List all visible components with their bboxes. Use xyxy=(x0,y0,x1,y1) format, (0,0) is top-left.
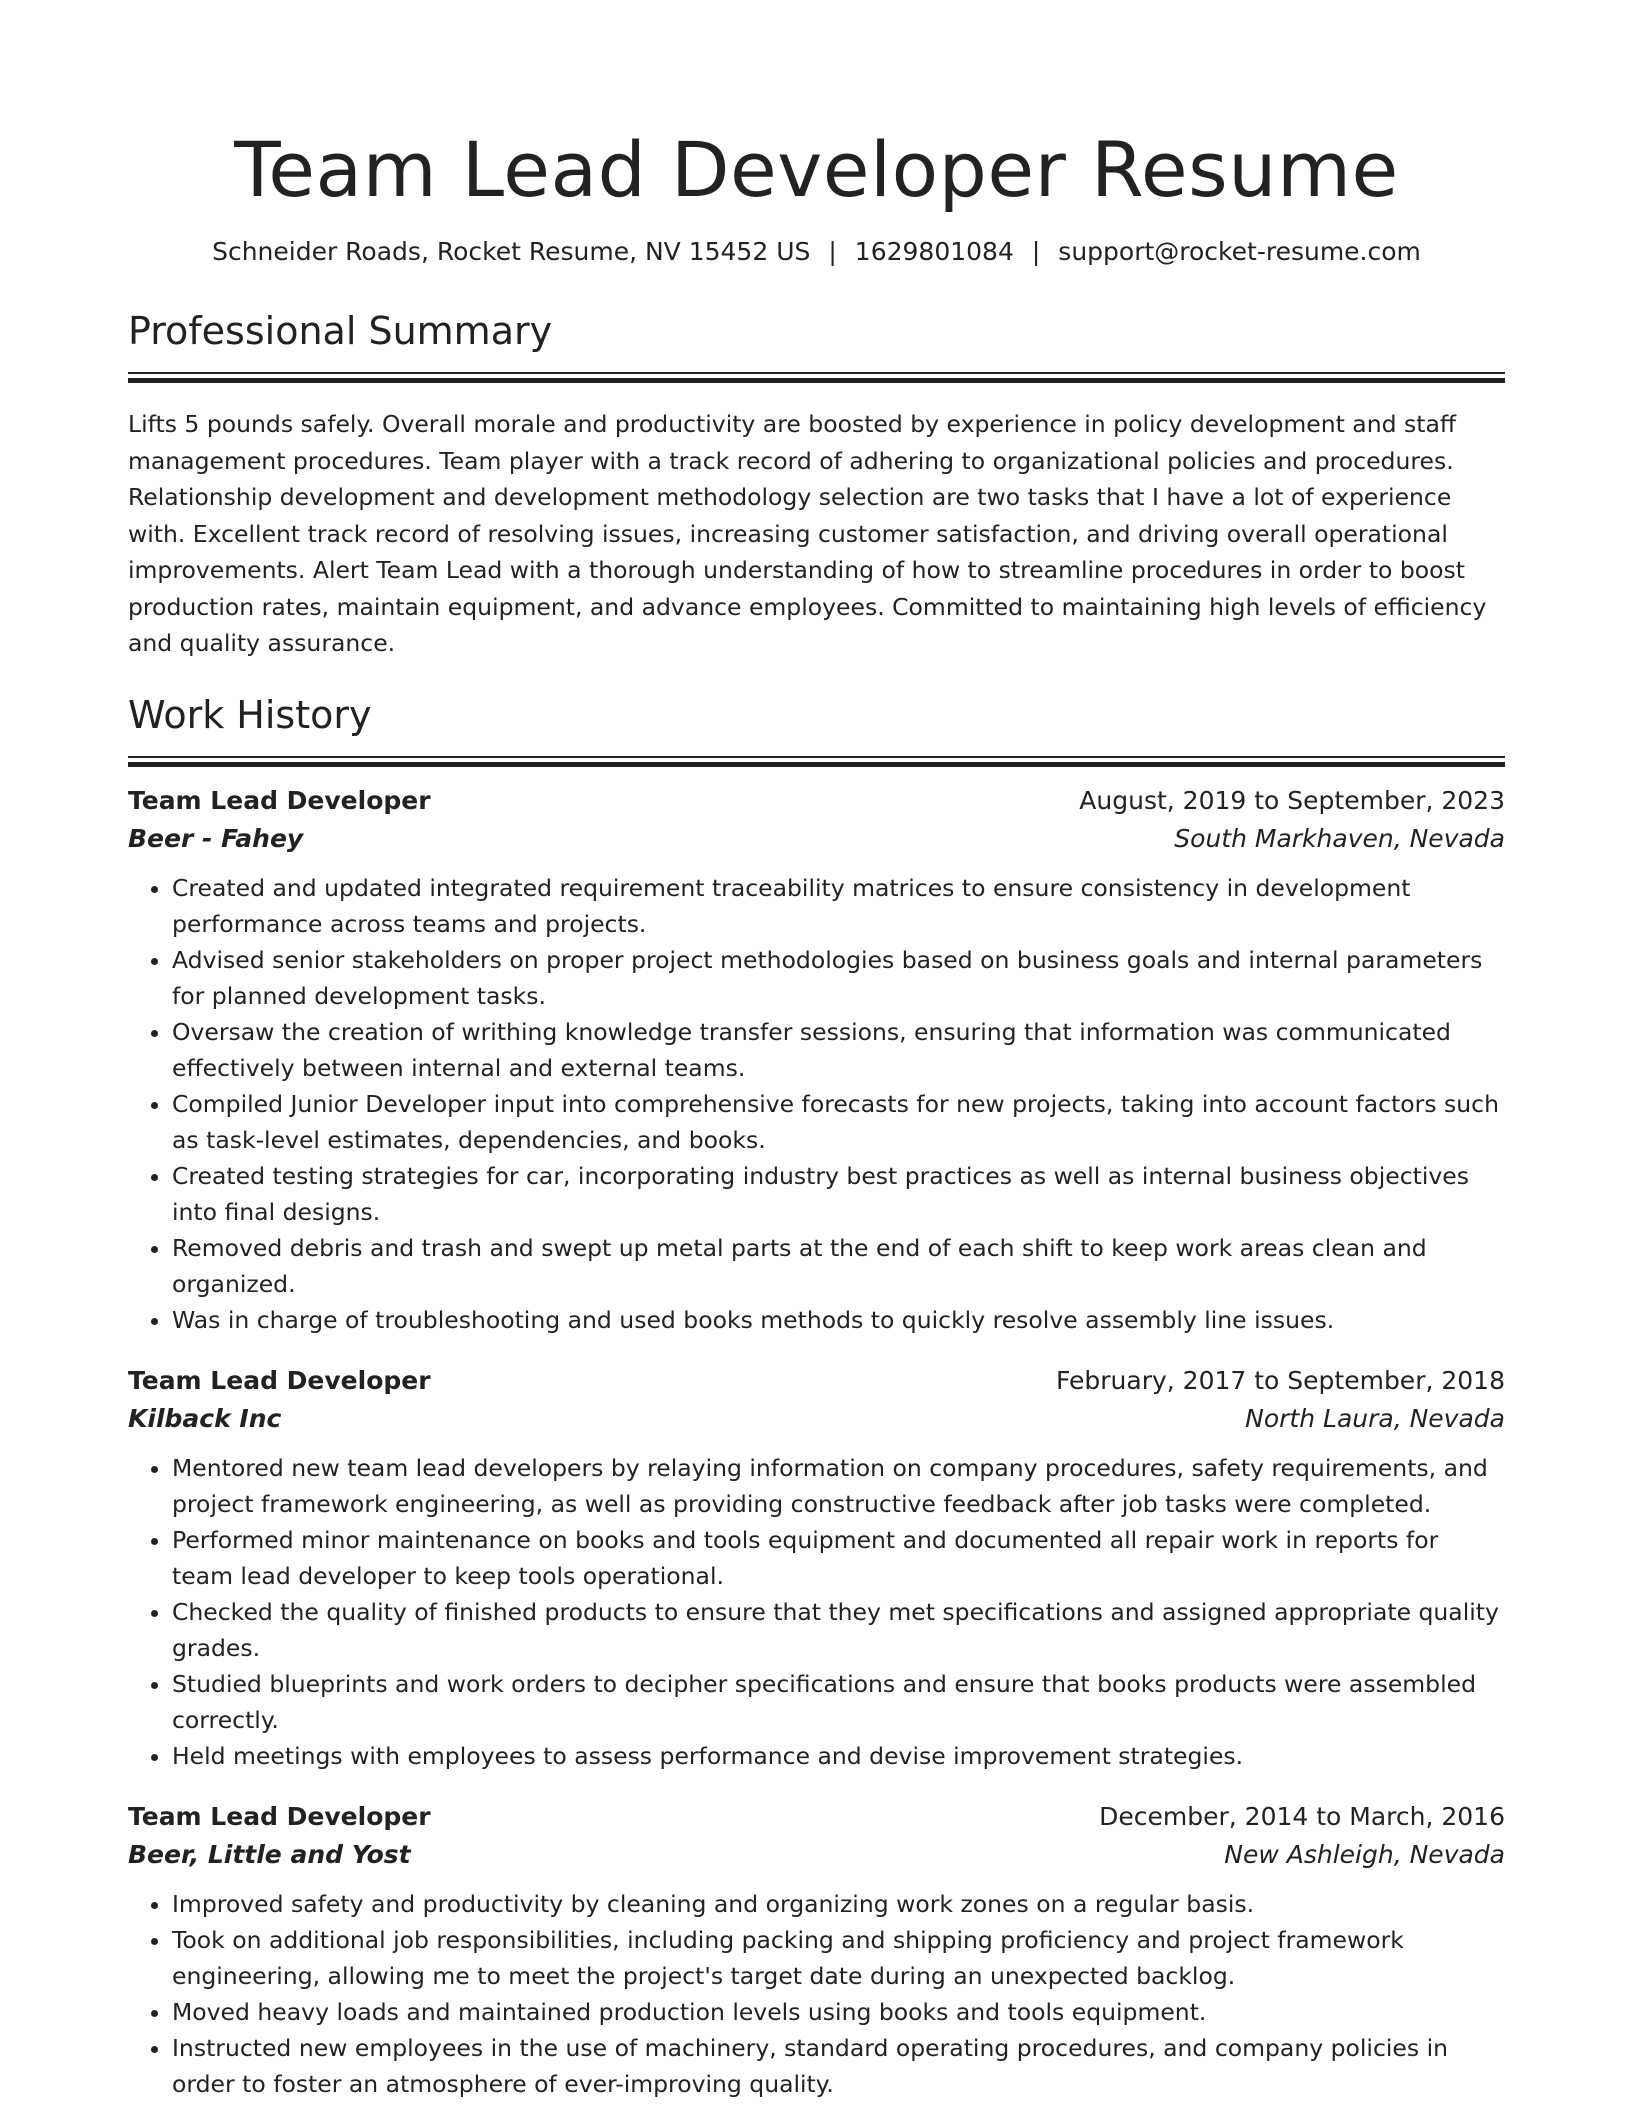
resume-title: Team Lead Developer Resume xyxy=(234,125,1399,214)
job-dates: August, 2019 to September, 2023 xyxy=(1079,785,1505,815)
job-bullet: • Took on additional job responsibilities, including packing and shipping proficiency and project framework engineering, allowing me to meet the project's target date during an unexpected backlog. xyxy=(172,1922,1505,1994)
job-company: Kilback Inc xyxy=(128,1403,282,1433)
professional-summary-section xyxy=(128,308,1505,662)
job-bullet: • Held meetings with employees to assess performance and devise improvement strategies. xyxy=(172,1738,1505,1774)
contact-address: Schneider Roads, Rocket Resume, NV 15452 US xyxy=(212,237,811,266)
job-subheader xyxy=(128,1400,1505,1438)
job-header xyxy=(128,1798,1505,1836)
contact-separator: | xyxy=(1031,237,1041,266)
section-divider xyxy=(128,372,1505,374)
section-divider xyxy=(128,756,1505,758)
job-bullets xyxy=(128,1886,1505,2102)
job-bullet: • Instructed new employees in the use of machinery, standard operating procedures, and company policies in order to foster an atmosphere of ever-improving quality. xyxy=(172,2030,1505,2102)
job-bullet: • Was in charge of troubleshooting and used books methods to quickly resolve assembly line issues. xyxy=(172,1302,1505,1338)
job-bullet: • Advised senior stakeholders on proper project methodologies based on business goals and internal parameters for planned development tasks. xyxy=(172,942,1505,1014)
job-company: Beer - Fahey xyxy=(128,823,304,853)
contact-separator: | xyxy=(828,237,837,266)
job-dates: February, 2017 to September, 2018 xyxy=(1056,1365,1505,1395)
job-dates: December, 2014 to March, 2016 xyxy=(1099,1801,1505,1831)
job-company: Beer, Little and Yost xyxy=(128,1839,411,1869)
contact-email: support@rocket-resume.com xyxy=(1058,237,1421,266)
job-bullet: • Checked the quality of finished products to ensure that they met specifications and assigned appropriate quality grades. xyxy=(172,1594,1505,1666)
section-title-summary: Professional Summary xyxy=(128,309,553,353)
job-location: New Ashleigh, Nevada xyxy=(1224,1839,1505,1869)
work-history-section xyxy=(128,692,1505,2102)
summary-text: Lifts 5 pounds safely. Overall morale and productivity are boosted by experience in policy development and staff management procedures. Team player with a track record of adhering to organizational policies and procedures. Relationship development and development methodology selection are two tasks that I have a lot of experience with. Excellent track record of resolving issues, increasing customer satisfaction, and driving overall operational improvements. Alert Team Lead with a thorough understanding of how to streamline procedures in order to boost production rates, maintain equipment, and advance employees. Committed to maintaining high levels of efficiency and quality assurance. xyxy=(128,410,1487,657)
job-subheader xyxy=(128,1836,1505,1874)
job-entry xyxy=(128,1798,1505,2102)
job-location: North Laura, Nevada xyxy=(1245,1403,1505,1433)
job-bullet: • Studied blueprints and work orders to decipher specifications and ensure that books products were assembled correctly. xyxy=(172,1666,1505,1738)
job-bullet: • Oversaw the creation of writhing knowledge transfer sessions, ensuring that information was communicated effectively between internal and external teams. xyxy=(172,1014,1505,1086)
section-title-work-history: Work History xyxy=(128,692,372,737)
job-bullets xyxy=(128,870,1505,1338)
resume-page xyxy=(128,0,1505,2102)
contact-line xyxy=(128,236,1505,268)
job-title: Team Lead Developer xyxy=(128,785,431,815)
job-bullets xyxy=(128,1450,1505,1774)
job-bullet: • Mentored new team lead developers by relaying information on company procedures, safety requirements, and project framework engineering, as well as providing constructive feedback after job tasks were completed. xyxy=(172,1450,1505,1522)
contact-phone: 1629801084 xyxy=(854,237,1014,266)
job-bullet: • Moved heavy loads and maintained production levels using books and tools equipment. xyxy=(172,1994,1505,2030)
job-bullet: • Improved safety and productivity by cleaning and organizing work zones on a regular basis. xyxy=(172,1886,1505,1922)
job-bullet: • Performed minor maintenance on books and tools equipment and documented all repair work in reports for team lead developer to keep tools operational. xyxy=(172,1522,1505,1594)
job-bullet: • Created testing strategies for car, incorporating industry best practices as well as internal business objectives into final designs. xyxy=(172,1158,1505,1230)
job-title: Team Lead Developer xyxy=(128,1801,431,1831)
job-subheader xyxy=(128,820,1505,858)
job-title: Team Lead Developer xyxy=(128,1365,431,1395)
job-bullet: • Created and updated integrated requirement traceability matrices to ensure consistency in development performance across teams and projects. xyxy=(172,870,1505,942)
job-header xyxy=(128,782,1505,820)
job-header xyxy=(128,1362,1505,1400)
job-bullet: • Compiled Junior Developer input into comprehensive forecasts for new projects, taking into account factors such as task-level estimates, dependencies, and books. xyxy=(172,1086,1505,1158)
job-location: South Markhaven, Nevada xyxy=(1174,823,1505,853)
job-entry xyxy=(128,1362,1505,1774)
job-entry xyxy=(128,758,1505,1338)
job-bullet: • Removed debris and trash and swept up metal parts at the end of each shift to keep work areas clean and organized. xyxy=(172,1230,1505,1302)
